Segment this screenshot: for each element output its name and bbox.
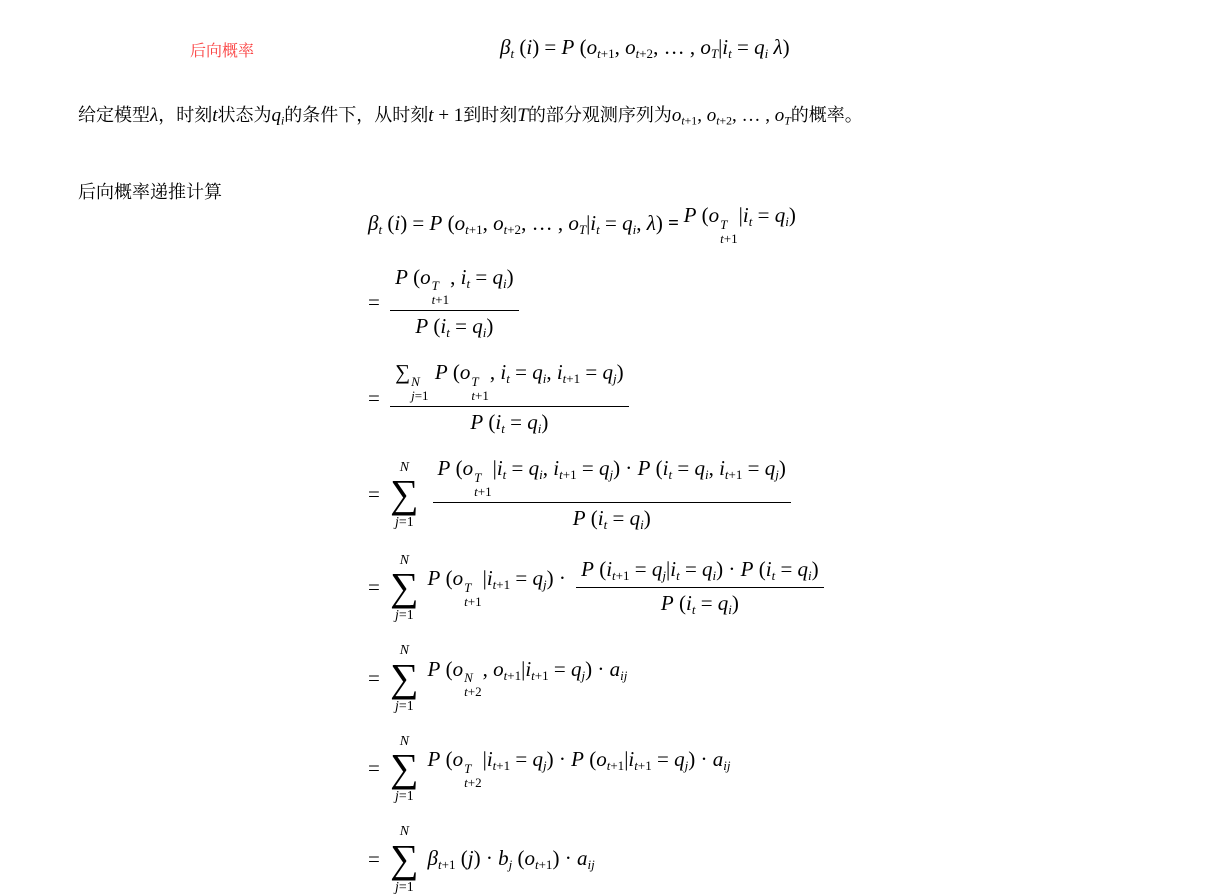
math-run: j=1 <box>395 607 414 623</box>
math-run: j=1 <box>395 697 414 713</box>
math-run: N <box>399 551 409 567</box>
math-run: t + 1 <box>428 105 464 126</box>
big-sum-operator: N ∑ j=1 <box>390 823 419 894</box>
math-run: P (o N t+2 , ot+1|it+1 = qj) · aij <box>427 656 628 700</box>
fraction-bar <box>433 502 791 503</box>
math-run: = <box>668 212 684 234</box>
math-run: P (o T t+1 |it = qi) <box>683 203 796 246</box>
math-run: = <box>368 386 386 411</box>
stacked-scripts: T t+2 <box>464 760 482 790</box>
backward-probability-formula <box>500 34 790 62</box>
math-run: P (it = qi) <box>470 409 549 436</box>
red-annotation-label: 后向概率 <box>190 43 255 60</box>
big-sum-operator: N ∑ j=1 <box>390 732 419 804</box>
math-run: P (o T t+1 |it = qi, it+1 = qj) · P (it = qi, it+1 = qj) <box>437 456 786 499</box>
stacked-scripts: T t+1 <box>431 278 450 308</box>
math-run: ot+1, ot+2, … , oT <box>671 105 791 128</box>
fraction <box>390 359 629 437</box>
stacked-scripts: T t+1 <box>471 373 489 403</box>
math-run: = <box>368 665 386 690</box>
fraction <box>576 556 824 618</box>
big-sum-operator: N ∑ j=1 <box>390 642 419 713</box>
equation-line <box>368 732 730 805</box>
equation-line <box>368 264 524 342</box>
math-run: λ <box>150 105 159 126</box>
math-run: P (o T t+1 |it+1 = qj) · <box>427 566 572 609</box>
big-sum-operator: N ∑ j=1 <box>390 458 419 529</box>
fraction-bar <box>576 587 824 588</box>
fraction <box>433 455 791 533</box>
big-sum-operator: N ∑ j=1 <box>390 551 419 623</box>
stacked-scripts: N t+2 <box>464 670 482 700</box>
math-run: N <box>399 732 409 748</box>
math-run: ∑ N j=1 P (o T t+1 , it = qi, it+1 = qj) <box>395 360 624 403</box>
section-label: 后向概率递推计算 <box>78 182 222 202</box>
math-run: j=1 <box>395 513 414 529</box>
paragraph-text: 的概率。 <box>790 105 863 125</box>
equation-line <box>368 822 595 895</box>
equation-line <box>368 641 627 714</box>
equation-line <box>368 202 796 246</box>
math-run: t <box>212 105 218 126</box>
math-run: j=1 <box>395 878 414 894</box>
math-run: = <box>368 756 386 781</box>
math-run: P (o T t+1 , it = qi) <box>395 264 514 308</box>
definition-paragraph <box>78 100 1163 130</box>
fraction-bar <box>390 310 519 311</box>
math-run: j=1 <box>395 788 414 804</box>
math-run: = <box>368 574 386 599</box>
paragraph-text: 到时刻 <box>463 105 518 125</box>
fraction-bar <box>390 406 629 407</box>
math-run: P (it = qi) <box>660 591 739 617</box>
equation-line <box>368 551 829 624</box>
math-run: P (o T t+2 |it+1 = qj) · P (ot+1|it+1 = qj) · aij <box>427 747 731 790</box>
stacked-scripts: N j=1 <box>411 373 429 403</box>
paragraph-text: 状态为 <box>217 105 272 125</box>
math-run: P (it = qi) <box>415 314 494 341</box>
equation-line <box>368 455 796 533</box>
math-run: N <box>399 823 409 839</box>
math-run: = <box>368 846 386 871</box>
math-run: βt (i) = P (ot+1, ot+2, … , oT|it = qi λ) <box>500 35 790 61</box>
fraction <box>390 264 519 342</box>
math-run: = <box>368 481 386 506</box>
paragraph-text: 给定模型 <box>78 105 150 125</box>
math-run: T <box>517 105 528 126</box>
math-run: = <box>368 290 386 315</box>
math-run: P (it = qi) <box>572 505 651 532</box>
math-run: P (it+1 = qj|it = qi) · P (it = qi) <box>581 556 819 583</box>
stacked-scripts: T t+1 <box>464 579 482 609</box>
math-run: qi <box>271 105 285 128</box>
stacked-scripts: T t+1 <box>474 469 492 499</box>
paragraph-text: 的条件下，从时刻 <box>284 105 429 125</box>
stacked-scripts: T t+1 <box>720 216 738 246</box>
derivation-block <box>368 202 829 895</box>
paragraph-text: 的部分观测序列为 <box>527 105 672 125</box>
math-run: N <box>399 642 409 658</box>
math-run: βt (i) = P (ot+1, ot+2, … , oT|it = qi, λ) <box>368 210 669 237</box>
math-run: βt+1 (j) · bj (ot+1) · aij <box>427 845 595 872</box>
equation-line <box>368 359 634 437</box>
paragraph-text: ，时刻 <box>158 105 213 125</box>
math-run: N <box>399 458 409 474</box>
